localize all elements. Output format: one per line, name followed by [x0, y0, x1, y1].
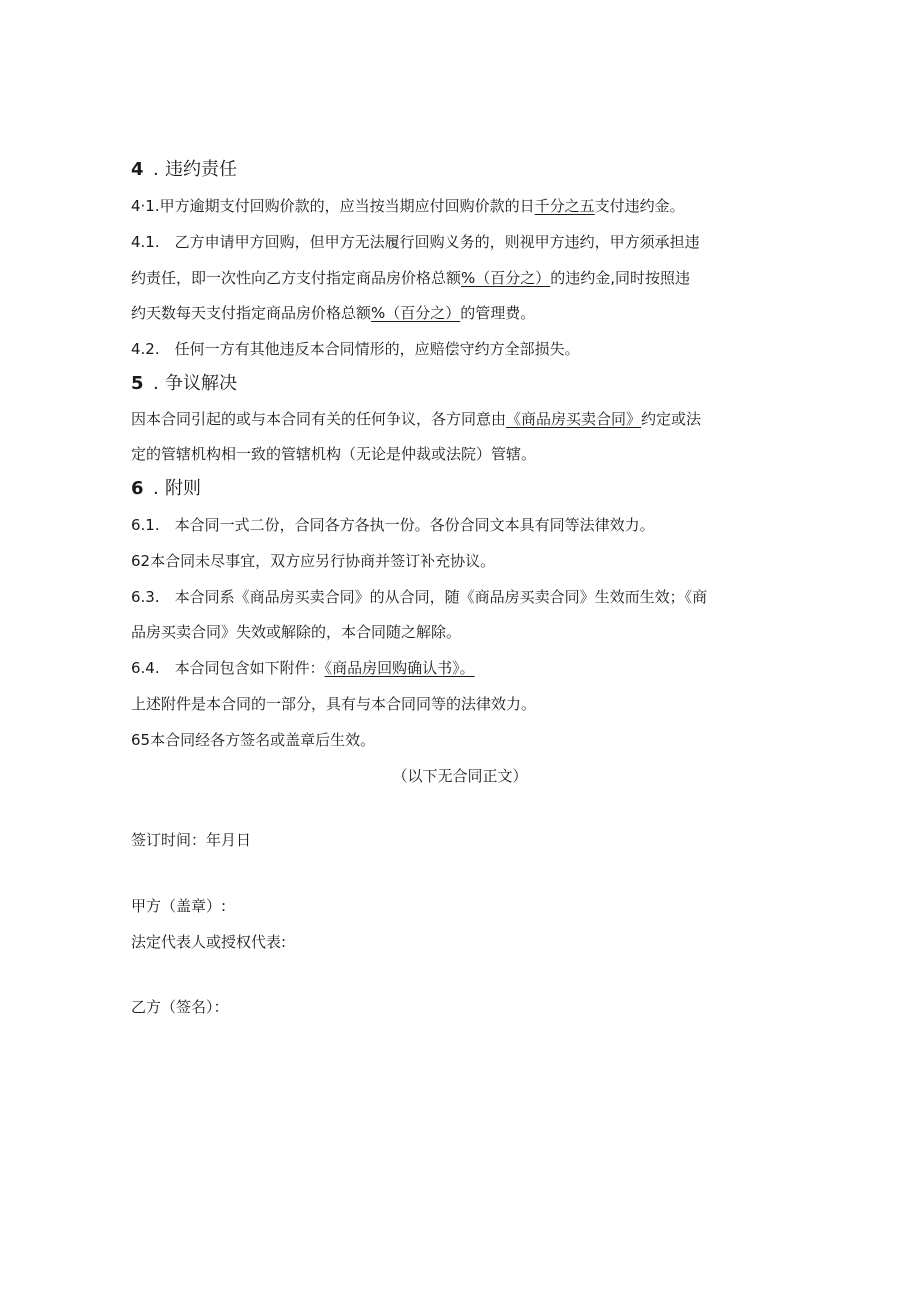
section-title: 附则 — [165, 478, 201, 499]
section-title: 违约责任 — [165, 159, 237, 180]
clause-4-1b-line1: 4.1. 乙方申请甲方回购，但甲方无法履行回购义务的，则视甲方违约，甲方须承担违 — [131, 233, 700, 251]
clause-6-3-line2: 品房买卖合同》失效或解除的，本合同随之解除。 — [131, 623, 462, 641]
underlined-value: %（百分之） — [461, 269, 551, 287]
clause-6-3-line1: 6.3. 本合同系《商品房买卖合同》的从合同，随《商品房买卖合同》生效而生效；《商 — [131, 588, 708, 606]
clause-4-1a: 4·1.甲方逾期支付回购价款的，应当按当期应付回购价款的日千分之五支付违约金。 — [131, 197, 685, 215]
section-6-heading: 6 . 附则 — [131, 478, 201, 499]
attachment-name: 《商品房回购确认书》。 — [324, 659, 475, 677]
section-5-line2: 定的管辖机构相一致的管辖机构（无论是仲裁或法院）管辖。 — [131, 445, 537, 463]
section-number: 5 — [131, 373, 144, 394]
party-b-signature: 乙方（签名）： — [131, 998, 229, 1016]
clause-6-5: 65本合同经各方签名或盖章后生效。 — [131, 731, 376, 749]
legal-representative: 法定代表人或授权代表: — [131, 933, 287, 951]
end-of-text-note: （以下无合同正文） — [392, 767, 528, 785]
section-5-line1: 因本合同引起的或与本合同有关的任何争议，各方同意由《商品房买卖合同》约定或法 — [131, 410, 702, 428]
clause-6-2: 62本合同未尽事宜，双方应另行协商并签订补充协议。 — [131, 552, 496, 570]
underlined-value: 《商品房买卖合同》 — [506, 410, 642, 428]
clause-4-2: 4.2. 任何一方有其他违反本合同情形的，应赔偿守约方全部损失。 — [131, 340, 580, 358]
underlined-value: 千分之五 — [534, 197, 595, 215]
section-number: 6 — [131, 478, 144, 499]
clause-6-1: 6.1. 本合同一式二份，合同各方各执一份。各份合同文本具有同等法律效力。 — [131, 516, 655, 534]
section-4-heading: 4 . 违约责任 — [131, 159, 237, 180]
section-number: 4 — [131, 159, 144, 180]
section-title: 争议解决 — [165, 373, 237, 394]
attachment-note: 上述附件是本合同的一部分，具有与本合同同等的法律效力。 — [131, 695, 537, 713]
clause-4-1b-line2: 约责任，即一次性向乙方支付指定商品房价格总额%（百分之）的违约金,同时按照违 — [131, 269, 691, 287]
signing-date: 签订时间：年月日 — [131, 831, 252, 849]
section-5-heading: 5 . 争议解决 — [131, 373, 237, 394]
party-a-seal: 甲方（盖章）: — [131, 897, 227, 915]
clause-6-4: 6.4. 本合同包含如下附件：《商品房回购确认书》。 — [131, 659, 475, 677]
underlined-value: %（百分之） — [371, 304, 461, 322]
clause-4-1b-line3: 约天数每天支付指定商品房价格总额%（百分之）的管理费。 — [131, 304, 536, 322]
